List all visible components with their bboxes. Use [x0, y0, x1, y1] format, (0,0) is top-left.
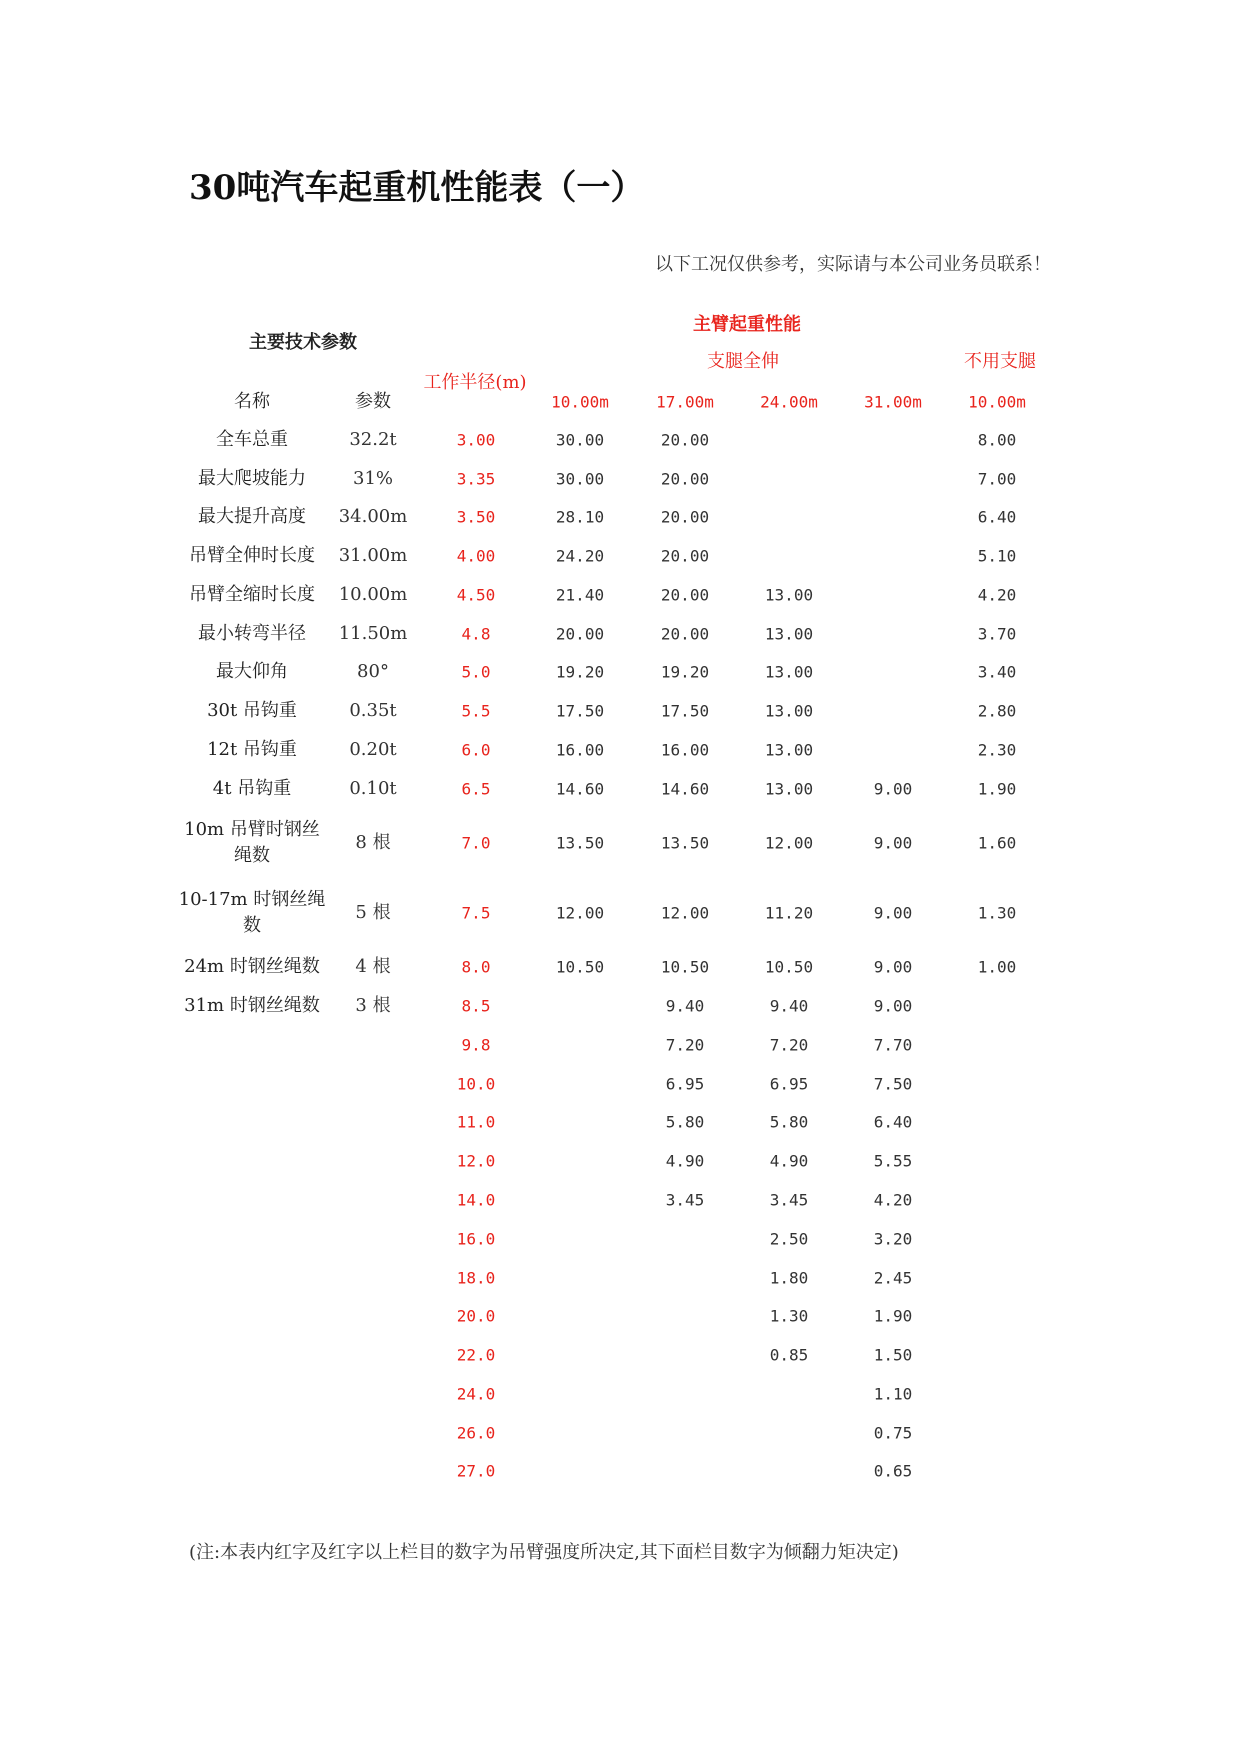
param-value: 0.35t — [349, 699, 397, 721]
capacity-cell: 20.00 — [660, 585, 710, 605]
working-radius-cell: 5.0 — [461, 662, 491, 682]
working-radius-cell: 10.0 — [456, 1074, 496, 1094]
boom-length-header: 10.00m — [551, 392, 609, 412]
capacity-cell: 1.90 — [873, 1306, 913, 1326]
param-value: 10.00m — [338, 583, 408, 605]
param-value: 0.20t — [349, 738, 397, 760]
working-radius-cell: 7.5 — [461, 903, 491, 923]
capacity-cell: 4.20 — [977, 585, 1017, 605]
capacity-cell: 20.00 — [660, 507, 710, 527]
capacity-cell: 20.00 — [555, 624, 605, 644]
reference-notice: 以下工况仅供参考，实际请与本公司业务员联系！ — [655, 254, 1051, 275]
working-radius-cell: 16.0 — [456, 1229, 496, 1249]
capacity-cell: 7.00 — [977, 469, 1017, 489]
working-radius-cell: 3.50 — [456, 507, 496, 527]
working-radius-cell: 7.0 — [461, 833, 491, 853]
param-name: 4t 吊钩重 — [212, 777, 292, 799]
working-radius-cell: 3.00 — [456, 430, 496, 450]
param-value: 8 根 — [355, 831, 391, 853]
capacity-cell: 7.50 — [873, 1074, 913, 1094]
working-radius-cell: 6.0 — [461, 740, 491, 760]
capacity-cell: 7.20 — [769, 1035, 809, 1055]
param-name: 31m 时钢丝绳数 — [184, 994, 320, 1016]
capacity-cell: 14.60 — [555, 779, 605, 799]
working-radius-cell: 14.0 — [456, 1190, 496, 1210]
column-header-name: 名称 — [234, 390, 270, 412]
capacity-cell: 13.00 — [764, 624, 814, 644]
working-radius-cell: 8.5 — [461, 996, 491, 1016]
working-radius-cell: 5.5 — [461, 701, 491, 721]
param-value: 0.10t — [349, 777, 397, 799]
capacity-cell: 6.95 — [665, 1074, 705, 1094]
footnote: (注:本表内红字及红字以上栏目的数字为吊臂强度所决定,其下面栏目数字为倾翻力矩决定) — [189, 1542, 899, 1563]
working-radius-cell: 24.0 — [456, 1384, 496, 1404]
working-radius-cell: 6.5 — [461, 779, 491, 799]
working-radius-cell: 4.50 — [456, 585, 496, 605]
capacity-cell: 13.00 — [764, 779, 814, 799]
main-boom-performance-heading: 主臂起重性能 — [693, 313, 801, 335]
capacity-cell: 28.10 — [555, 507, 605, 527]
capacity-cell: 17.50 — [660, 701, 710, 721]
param-name: 最小转弯半径 — [198, 622, 306, 644]
capacity-cell: 1.00 — [977, 957, 1017, 977]
capacity-cell: 10.50 — [764, 957, 814, 977]
working-radius-cell: 26.0 — [456, 1423, 496, 1443]
capacity-cell: 1.90 — [977, 779, 1017, 799]
working-radius-cell: 9.8 — [461, 1035, 491, 1055]
capacity-cell: 10.50 — [555, 957, 605, 977]
working-radius-cell: 8.0 — [461, 957, 491, 977]
working-radius-cell: 11.0 — [456, 1112, 496, 1132]
capacity-cell: 2.45 — [873, 1268, 913, 1288]
capacity-cell: 20.00 — [660, 624, 710, 644]
capacity-cell: 13.00 — [764, 585, 814, 605]
capacity-cell: 4.90 — [665, 1151, 705, 1171]
param-value: 31.00m — [338, 544, 408, 566]
capacity-cell: 2.80 — [977, 701, 1017, 721]
working-radius-cell: 3.35 — [456, 469, 496, 489]
capacity-cell: 13.00 — [764, 740, 814, 760]
capacity-cell: 16.00 — [555, 740, 605, 760]
capacity-cell: 3.70 — [977, 624, 1017, 644]
capacity-cell: 5.80 — [665, 1112, 705, 1132]
capacity-cell: 4.20 — [873, 1190, 913, 1210]
param-name: 最大爬坡能力 — [198, 467, 306, 489]
capacity-cell: 6.40 — [977, 507, 1017, 527]
param-name: 10-17m 时钢丝绳 数 — [178, 888, 326, 936]
capacity-cell: 20.00 — [660, 546, 710, 566]
capacity-cell: 0.85 — [769, 1345, 809, 1365]
capacity-cell: 19.20 — [660, 662, 710, 682]
capacity-cell: 9.40 — [665, 996, 705, 1016]
capacity-cell: 3.45 — [665, 1190, 705, 1210]
boom-length-header: 24.00m — [760, 392, 818, 412]
capacity-cell: 9.00 — [873, 833, 913, 853]
technical-params-heading: 主要技术参数 — [249, 331, 357, 353]
working-radius-cell: 20.0 — [456, 1306, 496, 1326]
outrigger-extended-heading: 支腿全伸 — [707, 350, 779, 372]
capacity-cell: 13.50 — [555, 833, 605, 853]
capacity-cell: 13.50 — [660, 833, 710, 853]
page-title: 30吨汽车起重机性能表（一） — [189, 168, 645, 208]
working-radius-cell: 22.0 — [456, 1345, 496, 1365]
working-radius-cell: 4.00 — [456, 546, 496, 566]
working-radius-cell: 12.0 — [456, 1151, 496, 1171]
param-name: 24m 时钢丝绳数 — [184, 955, 320, 977]
boom-length-header: 31.00m — [864, 392, 922, 412]
capacity-cell: 14.60 — [660, 779, 710, 799]
capacity-cell: 12.00 — [660, 903, 710, 923]
param-value: 3 根 — [355, 994, 391, 1016]
capacity-cell: 10.50 — [660, 957, 710, 977]
capacity-cell: 2.50 — [769, 1229, 809, 1249]
capacity-cell: 9.00 — [873, 903, 913, 923]
working-radius-cell: 27.0 — [456, 1461, 496, 1481]
capacity-cell: 7.70 — [873, 1035, 913, 1055]
param-name: 最大提升高度 — [198, 505, 306, 527]
boom-length-header: 17.00m — [656, 392, 714, 412]
param-name: 最大仰角 — [216, 660, 288, 682]
capacity-cell: 12.00 — [555, 903, 605, 923]
capacity-cell: 2.30 — [977, 740, 1017, 760]
param-value: 80° — [357, 660, 389, 682]
column-header-value: 参数 — [355, 390, 391, 412]
param-value: 31% — [352, 467, 394, 489]
capacity-cell: 6.95 — [769, 1074, 809, 1094]
capacity-cell: 5.80 — [769, 1112, 809, 1132]
capacity-cell: 7.20 — [665, 1035, 705, 1055]
param-value: 34.00m — [338, 505, 408, 527]
capacity-cell: 12.00 — [764, 833, 814, 853]
capacity-cell: 0.75 — [873, 1423, 913, 1443]
param-name: 全车总重 — [216, 428, 288, 450]
no-outrigger-heading: 不用支腿 — [964, 350, 1036, 372]
param-name: 10m 吊臂时钢丝 绳数 — [184, 818, 320, 866]
capacity-cell: 8.00 — [977, 430, 1017, 450]
capacity-cell: 30.00 — [555, 469, 605, 489]
capacity-cell: 17.50 — [555, 701, 605, 721]
capacity-cell: 5.55 — [873, 1151, 913, 1171]
param-name: 吊臂全缩时长度 — [189, 583, 315, 605]
capacity-cell: 0.65 — [873, 1461, 913, 1481]
capacity-cell: 20.00 — [660, 430, 710, 450]
capacity-cell: 1.60 — [977, 833, 1017, 853]
capacity-cell: 21.40 — [555, 585, 605, 605]
capacity-cell: 3.45 — [769, 1190, 809, 1210]
param-name: 12t 吊钩重 — [207, 738, 297, 760]
capacity-cell: 1.80 — [769, 1268, 809, 1288]
capacity-cell: 20.00 — [660, 469, 710, 489]
capacity-cell: 1.50 — [873, 1345, 913, 1365]
param-value: 11.50m — [338, 622, 408, 644]
capacity-cell: 19.20 — [555, 662, 605, 682]
capacity-cell: 3.40 — [977, 662, 1017, 682]
param-name: 30t 吊钩重 — [207, 699, 297, 721]
capacity-cell: 1.30 — [977, 903, 1017, 923]
working-radius-label: 工作半径(m) — [423, 371, 527, 393]
param-value: 4 根 — [355, 955, 391, 977]
capacity-cell: 1.30 — [769, 1306, 809, 1326]
param-name: 吊臂全伸时长度 — [189, 544, 315, 566]
capacity-cell: 1.10 — [873, 1384, 913, 1404]
capacity-cell: 13.00 — [764, 701, 814, 721]
working-radius-cell: 18.0 — [456, 1268, 496, 1288]
param-value: 32.2t — [349, 428, 397, 450]
boom-length-header: 10.00m — [968, 392, 1026, 412]
capacity-cell: 24.20 — [555, 546, 605, 566]
working-radius-cell: 4.8 — [461, 624, 491, 644]
capacity-cell: 5.10 — [977, 546, 1017, 566]
capacity-cell: 11.20 — [764, 903, 814, 923]
capacity-cell: 30.00 — [555, 430, 605, 450]
param-value: 5 根 — [355, 901, 391, 923]
capacity-cell: 16.00 — [660, 740, 710, 760]
capacity-cell: 4.90 — [769, 1151, 809, 1171]
capacity-cell: 9.00 — [873, 996, 913, 1016]
capacity-cell: 9.40 — [769, 996, 809, 1016]
capacity-cell: 6.40 — [873, 1112, 913, 1132]
capacity-cell: 9.00 — [873, 957, 913, 977]
capacity-cell: 3.20 — [873, 1229, 913, 1249]
capacity-cell: 9.00 — [873, 779, 913, 799]
capacity-cell: 13.00 — [764, 662, 814, 682]
